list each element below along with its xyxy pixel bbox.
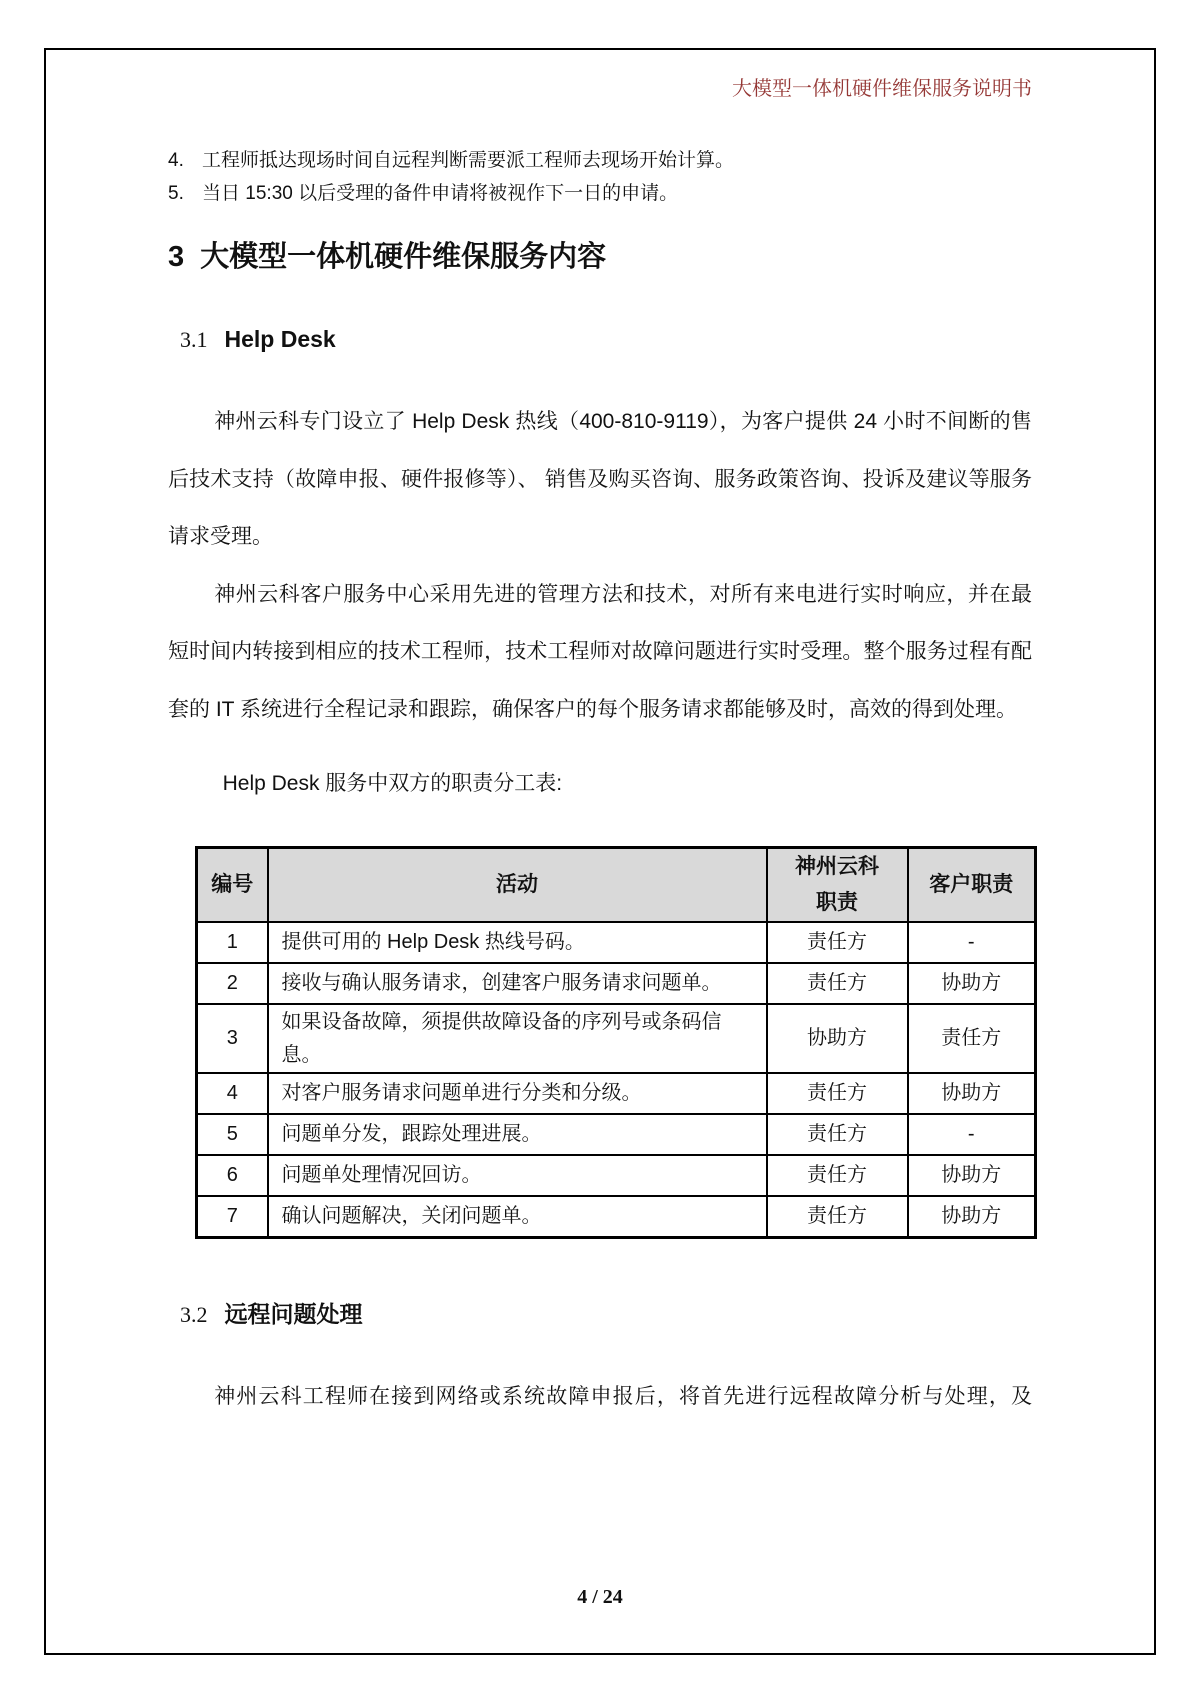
section-heading-3-1	[180, 324, 1032, 355]
table-row	[197, 1004, 1036, 1073]
cell-number: 5	[197, 1114, 268, 1155]
cell-number: 4	[197, 1073, 268, 1114]
cell-activity: 问题单分发，跟踪处理进展。	[268, 1114, 767, 1155]
page-border	[44, 48, 1156, 1655]
cell-vendor-duty: 责任方	[767, 922, 908, 963]
cell-number: 6	[197, 1155, 268, 1196]
cell-vendor-duty: 责任方	[767, 1114, 908, 1155]
cell-vendor-duty: 责任方	[767, 1073, 908, 1114]
section-title: 大模型一体机硬件维保服务内容	[200, 241, 607, 273]
list-item-text: 工程师抵达现场时间自远程判断需要派工程师去现场开始计算。	[202, 150, 735, 171]
cell-number: 2	[197, 963, 268, 1004]
cell-customer-duty: 责任方	[908, 1004, 1036, 1073]
cell-number: 1	[197, 922, 268, 963]
table-header-cell-vendor-duty: 神州云科职责	[767, 848, 908, 923]
list-item	[168, 144, 1032, 177]
table-header-cell-activity: 活动	[268, 848, 767, 923]
section-number: 3	[168, 241, 185, 273]
cell-activity: 问题单处理情况回访。	[268, 1155, 767, 1196]
section-heading-3	[168, 238, 1032, 276]
numbered-list	[168, 144, 1032, 210]
table-row	[197, 1114, 1036, 1155]
cell-vendor-duty: 责任方	[767, 1196, 908, 1237]
cell-activity: 对客户服务请求问题单进行分类和分级。	[268, 1073, 767, 1114]
page-number: 4 / 24	[577, 1586, 623, 1608]
cell-customer-duty: 协助方	[908, 963, 1036, 1004]
paragraph-helpdesk-intro: 神州云科专门设立了 Help Desk 热线（400-810-9119），为客户提供 24 小时不间断的售后技术支持（故障申报、硬件报修等）、 销售及购买咨询、服务政策咨询、投诉及建议等服务请求受理。	[168, 410, 1032, 548]
responsibility-table	[195, 846, 1037, 1239]
paragraph-service-center: 神州云科客户服务中心采用先进的管理方法和技术，对所有来电进行实时响应，并在最短时间内转接到相应的技术工程师，技术工程师对故障问题进行实时受理。整个服务过程有配套的 IT 系统进行全程记录和跟踪，确保客户的每个服务请求都能够及时，高效的得到处理。	[168, 582, 1032, 721]
table-row	[197, 1073, 1036, 1114]
table-caption: Help Desk 服务中双方的职责分工表:	[222, 772, 563, 795]
section-title: Help Desk	[224, 326, 336, 352]
cell-activity: 接收与确认服务请求，创建客户服务请求问题单。	[268, 963, 767, 1004]
document-header-title: 大模型一体机硬件维保服务说明书	[732, 78, 1032, 100]
cell-activity: 提供可用的 Help Desk 热线号码。	[268, 922, 767, 963]
list-item-number: 4.	[168, 150, 184, 171]
table-row	[197, 1196, 1036, 1237]
section-number: 3.1	[180, 327, 208, 352]
cell-customer-duty: -	[908, 922, 1036, 963]
cell-vendor-duty: 责任方	[767, 1155, 908, 1196]
cell-customer-duty: 协助方	[908, 1196, 1036, 1237]
cell-vendor-duty: 协助方	[767, 1004, 908, 1073]
table-row	[197, 922, 1036, 963]
list-item-text: 当日 15:30 以后受理的备件申请将被视作下一日的申请。	[202, 183, 679, 204]
table-header-cell-number: 编号	[197, 848, 268, 923]
cell-customer-duty: -	[908, 1114, 1036, 1155]
cell-customer-duty: 协助方	[908, 1073, 1036, 1114]
table-header-row	[197, 848, 1036, 923]
section-title: 远程问题处理	[224, 1300, 363, 1327]
section-heading-3-2	[180, 1299, 1032, 1330]
cell-vendor-duty: 责任方	[767, 963, 908, 1004]
cell-customer-duty: 协助方	[908, 1155, 1036, 1196]
list-item	[168, 177, 1032, 210]
cell-activity: 如果设备故障，须提供故障设备的序列号或条码信息。	[268, 1004, 767, 1073]
table-header-cell-customer-duty: 客户职责	[908, 848, 1036, 923]
table-row	[197, 963, 1036, 1004]
table-row	[197, 1155, 1036, 1196]
paragraph-remote-handling: 神州云科工程师在接到网络或系统故障申报后，将首先进行远程故障分析与处理，及	[214, 1384, 1032, 1408]
section-number: 3.2	[180, 1301, 208, 1327]
list-item-number: 5.	[168, 183, 184, 204]
cell-number: 3	[197, 1004, 268, 1073]
cell-activity: 确认问题解决，关闭问题单。	[268, 1196, 767, 1237]
cell-number: 7	[197, 1196, 268, 1237]
